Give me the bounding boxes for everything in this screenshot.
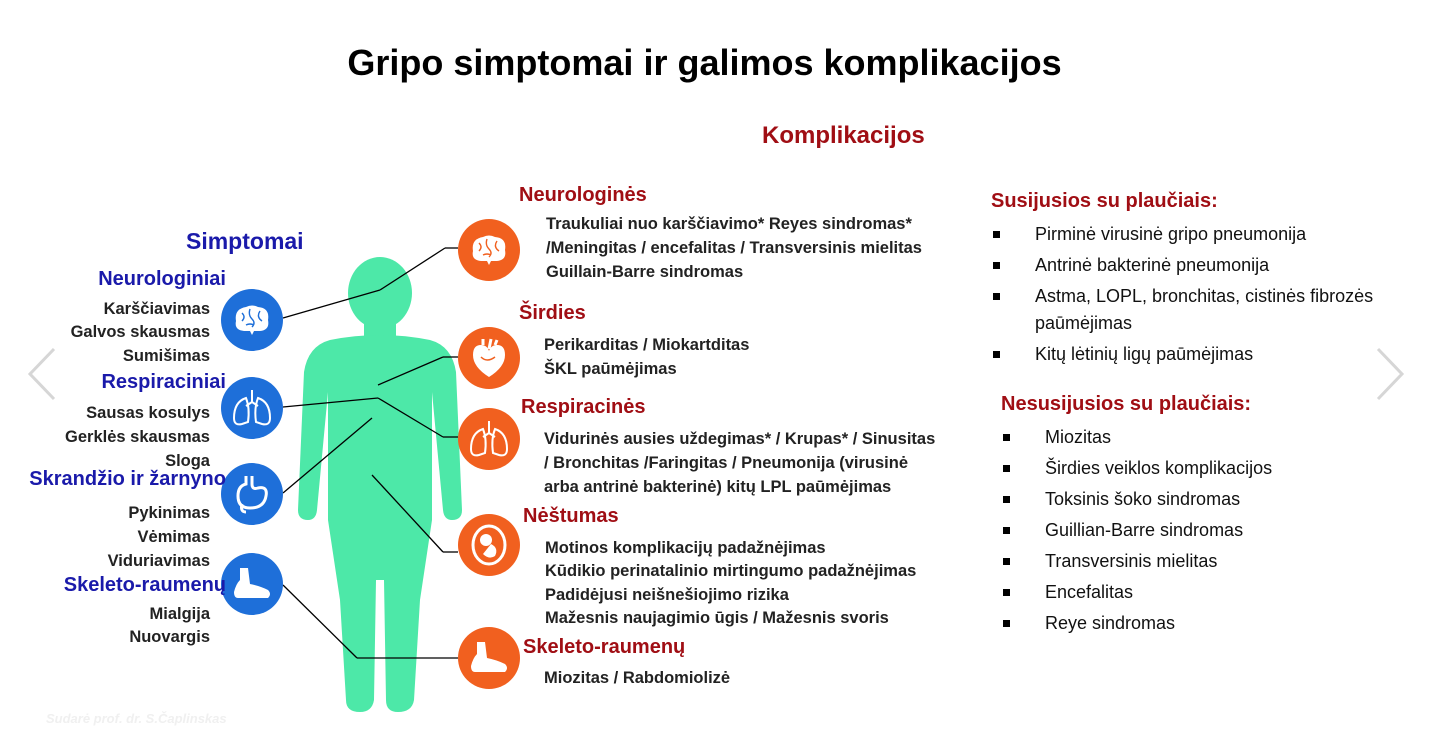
bullet-icon	[1003, 465, 1010, 472]
symptom-item: Karščiavimas	[103, 300, 210, 318]
symptom-item: Vėmimas	[137, 528, 210, 546]
lung-related-list	[993, 221, 1418, 372]
symptom-item: Sumišimas	[122, 347, 210, 365]
list-item: Antrinė bakterinė pneumonija	[993, 252, 1418, 279]
complication-line: Mažesnis naujagimio ūgis / Mažesnis svoris	[545, 609, 889, 627]
brain-icon	[230, 303, 274, 337]
foot-icon	[467, 640, 511, 676]
bullet-icon	[1003, 527, 1010, 534]
symptom-item: Mialgija	[149, 605, 210, 623]
non-lung-related-heading: Nesusijusios su plaučiais:	[1001, 393, 1252, 415]
complication-heading-neuro: Neurologinės	[519, 184, 647, 206]
complication-resp-circle	[458, 408, 520, 470]
bullet-icon	[1003, 558, 1010, 565]
list-item: Encefalitas	[1003, 579, 1403, 606]
bullet-icon	[993, 231, 1000, 238]
complication-heading-heart: Širdies	[519, 302, 586, 324]
list-item: Toksinis šoko sindromas	[1003, 486, 1403, 513]
credit-watermark: Sudarė prof. dr. S.Čaplinskas	[46, 711, 227, 726]
prev-arrow-icon[interactable]	[24, 345, 58, 403]
page-title: Gripo simptomai ir galimos komplikacijos	[347, 42, 1062, 83]
complication-line: Traukuliai nuo karščiavimo* Reyes sindromas*	[546, 215, 912, 233]
brain-icon	[467, 233, 511, 267]
symptom-item: Sausas kosulys	[86, 404, 210, 422]
complication-line: / Bronchitas /Faringitas / Pneumonija (virusinė	[544, 454, 908, 472]
lungs-icon	[467, 419, 511, 459]
complication-line: /Meningitas / encefalitas / Transversinis mielitas	[546, 239, 922, 257]
foot-icon	[230, 566, 274, 602]
list-item: Pirminė virusinė gripo pneumonija	[993, 221, 1418, 248]
complication-line: Kūdikio perinatalinio mirtingumo padažnėjimas	[545, 562, 917, 580]
complication-pregnancy-circle	[458, 514, 520, 576]
symptom-item: Sloga	[165, 452, 210, 470]
complication-heading-pregnancy: Nėštumas	[523, 505, 619, 527]
bullet-icon	[1003, 434, 1010, 441]
lung-related-heading: Susijusios su plaučiais:	[991, 190, 1218, 212]
fetus-icon	[469, 524, 509, 566]
complication-line: arba antrinė bakterinė) kitų LPL paūmėjimas	[544, 478, 892, 496]
list-item: Reye sindromas	[1003, 610, 1403, 637]
bullet-icon	[1003, 620, 1010, 627]
complication-line: Perikarditas / Miokartditas	[544, 336, 750, 354]
complication-heart-circle	[458, 327, 520, 389]
bullet-icon	[993, 351, 1000, 358]
list-item: Guillian-Barre sindromas	[1003, 517, 1403, 544]
complication-neuro-circle	[458, 219, 520, 281]
symptoms-title: Simptomai	[186, 228, 304, 254]
complication-heading-resp: Respiracinės	[521, 396, 646, 418]
lungs-icon	[230, 388, 274, 428]
complication-line: Guillain-Barre sindromas	[546, 263, 744, 281]
bullet-icon	[1003, 496, 1010, 503]
complication-musculo-circle	[458, 627, 520, 689]
non-lung-related-list	[1003, 424, 1403, 641]
symptom-heading-resp: Respiraciniai	[101, 371, 226, 393]
symptom-heading-musculo: Skeleto-raumenų	[63, 574, 226, 596]
list-item: Širdies veiklos komplikacijos	[1003, 455, 1403, 482]
symptom-item: Viduriavimas	[107, 552, 210, 570]
symptom-heading-neuro: Neurologiniai	[98, 268, 226, 290]
symptom-musculo-circle	[221, 553, 283, 615]
complication-line: Vidurinės ausies uždegimas* / Krupas* / Sinusitas	[544, 430, 936, 448]
complication-line: Motinos komplikacijų padažnėjimas	[545, 539, 826, 557]
list-item: Miozitas	[1003, 424, 1403, 451]
symptom-item: Gerklės skausmas	[65, 428, 210, 446]
heart-icon	[469, 337, 509, 379]
complication-line: Miozitas / Rabdomiolizė	[544, 669, 731, 687]
bullet-icon	[993, 293, 1000, 300]
list-item: Transversinis mielitas	[1003, 548, 1403, 575]
list-item: Astma, LOPL, bronchitas, cistinės fibrozės paūmėjimas	[993, 283, 1418, 337]
complications-title: Komplikacijos	[762, 122, 925, 149]
bullet-icon	[1003, 589, 1010, 596]
symptom-item: Pykinimas	[128, 504, 210, 522]
bullet-icon	[993, 262, 1000, 269]
symptom-heading-gi: Skrandžio ir žarnyno	[29, 468, 226, 490]
list-item: Kitų lėtinių ligų paūmėjimas	[993, 341, 1418, 368]
symptom-neuro-circle	[221, 289, 283, 351]
symptom-resp-circle	[221, 377, 283, 439]
complication-heading-musculo: Skeleto-raumenų	[523, 636, 686, 658]
symptom-item: Galvos skausmas	[70, 323, 210, 341]
symptom-item: Nuovargis	[129, 628, 210, 646]
complication-line: ŠKL paūmėjimas	[544, 360, 677, 378]
symptom-gi-circle	[221, 463, 283, 525]
complication-line: Padidėjusi neišnešiojimo rizika	[545, 586, 789, 604]
stomach-icon	[232, 474, 272, 514]
next-arrow-icon[interactable]	[1374, 345, 1408, 403]
